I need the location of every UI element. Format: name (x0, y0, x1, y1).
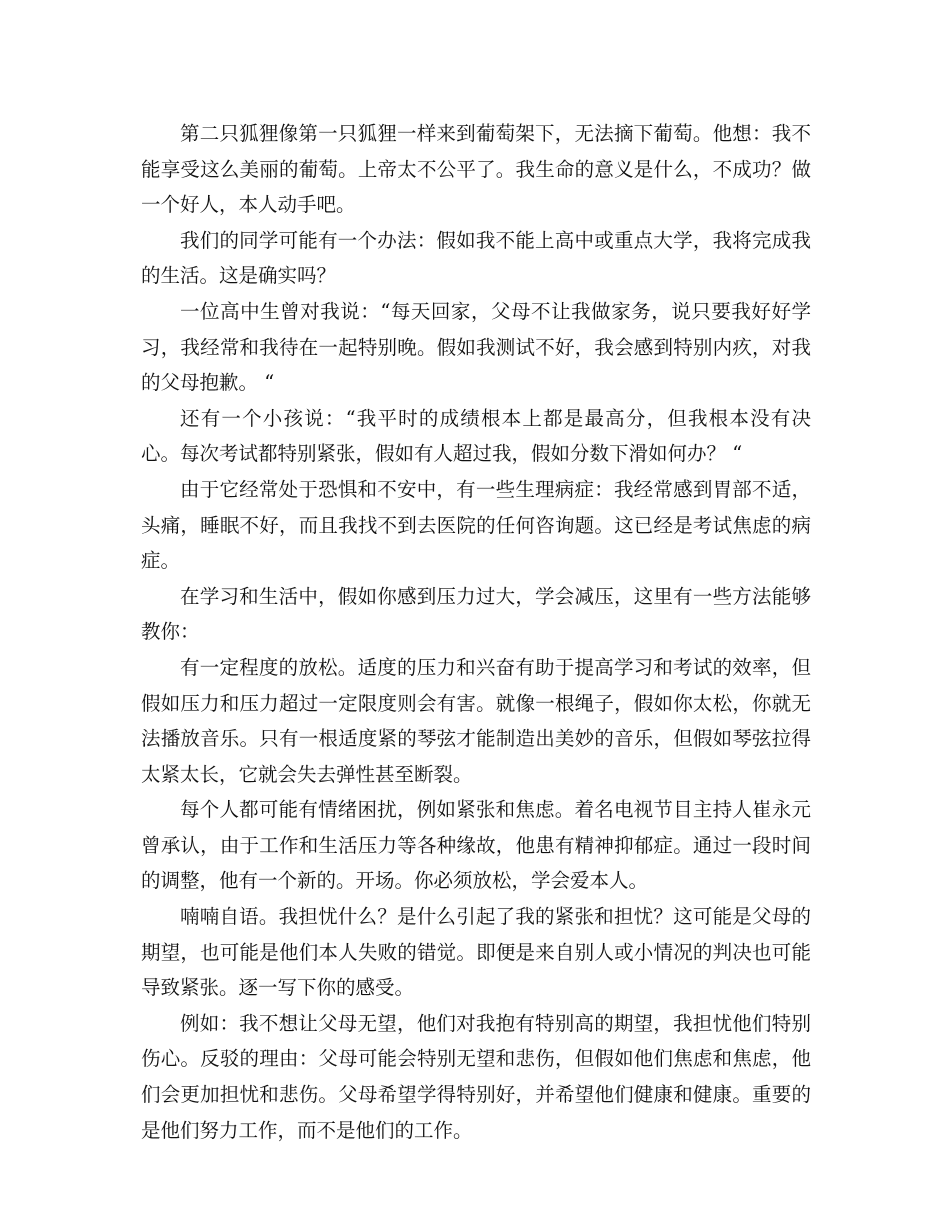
paragraph-9: 喃喃自语。我担忧什么？是什么引起了我的紧张和担忧？这可能是父母的期望，也可能是他们本人失败的错觉。即便是来自别人或小情况的判决也可能导致紧张。逐一写下你的感受。 (141, 905, 811, 1000)
document-page (141, 116, 811, 1148)
paragraph-3: 一位高中生曾对我说：“每天回家，父母不让我做家务，说只要我好好学习，我经常和我待在一起特别晚。假如我测试不好，我会感到特别内疚，对我的父母抱歉。 “ (141, 299, 811, 395)
paragraph-5: 由于它经常处于恐惧和不安中，有一些生理病症：我经常感到胃部不适，头痛，睡眠不好，而且我找不到去医院的任何咨询题。这已经是考试焦虑的病症。 (141, 477, 811, 573)
paragraph-10: 例如：我不想让父母无望，他们对我抱有特别高的期望，我担忧他们特别伤心。反驳的理由：父母可能会特别无望和悲伤，但假如他们焦虑和焦虑，他们会更加担忧和悲伤。父母希望学得特别好，并希望他们健康和健康。重要的是他们努力工作，而不是他们的工作。 (141, 1011, 811, 1142)
paragraph-7: 有一定程度的放松。适度的压力和兴奋有助于提高学习和考试的效率，但假如压力和压力超过一定限度则会有害。就像一根绳子，假如你太松，你就无法播放音乐。只有一根适度紧的琴弦才能制造出美妙的音乐，但假如琴弦拉得太紧太长，它就会失去弹性甚至断裂。 (141, 655, 811, 786)
paragraph-4: 还有一个小孩说：“我平时的成绩根本上都是最高分，但我根本没有决心。每次考试都特别紧张，假如有人超过我，假如分数下滑如何办？ “ (141, 406, 811, 466)
paragraph-2: 我们的同学可能有一个办法：假如我不能上高中或重点大学，我将完成我的生活。这是确实吗？ (141, 228, 811, 288)
paragraph-1: 第二只狐狸像第一只狐狸一样来到葡萄架下，无法摘下葡萄。他想：我不能享受这么美丽的葡萄。上帝太不公平了。我生命的意义是什么，不成功？做一个好人，本人动手吧。 (141, 122, 811, 217)
paragraph-6: 在学习和生活中，假如你感到压力过大，学会减压，这里有一些方法能够教你： (141, 584, 811, 644)
paragraph-8: 每个人都可能有情绪困扰，例如紧张和焦虑。着名电视节目主持人崔永元曾承认，由于工作和生活压力等各种缘故，他患有精神抑郁症。通过一段时间的调整，他有一个新的。开场。你必须放松，学会爱本人。 (141, 798, 811, 893)
